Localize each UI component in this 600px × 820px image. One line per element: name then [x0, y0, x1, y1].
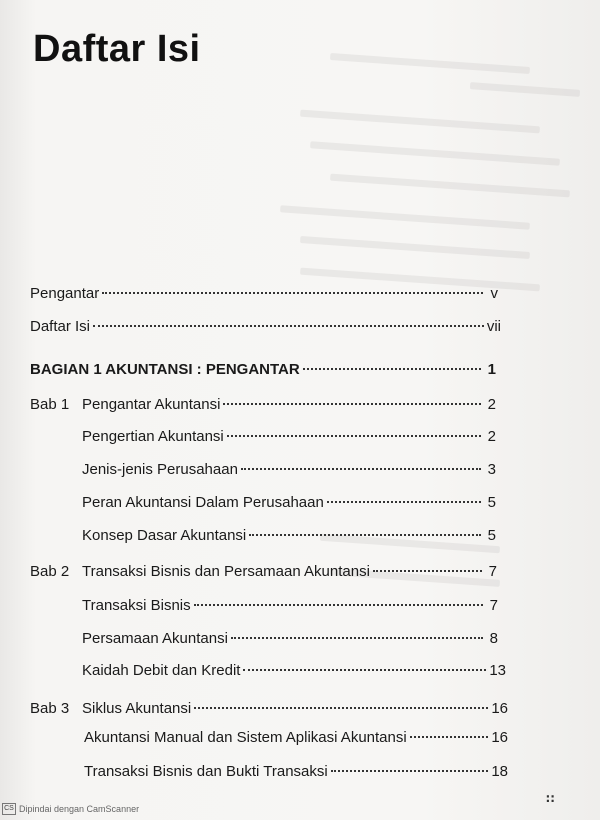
chapter-number: Bab 2 [30, 563, 70, 580]
leader-dots [194, 707, 488, 709]
toc-entry-section[interactable] [84, 763, 508, 780]
toc-label: Peran Akuntansi Dalam Perusahaan [82, 494, 324, 511]
toc-entry-section[interactable] [84, 729, 508, 746]
toc-label: Pengantar Akuntansi [82, 396, 221, 413]
toc-page-number: vii [486, 318, 501, 335]
leader-dots [231, 637, 483, 639]
leader-dots [303, 368, 481, 370]
toc-entry-bab-3[interactable] [30, 700, 508, 717]
toc-entry-section[interactable] [82, 630, 498, 647]
toc-entry-section[interactable] [82, 428, 496, 445]
leader-dots [331, 770, 489, 772]
toc-page-number: 2 [487, 428, 496, 445]
toc-label: Transaksi Bisnis dan Persamaan Akuntansi [82, 563, 370, 580]
toc-entry-section[interactable] [82, 662, 506, 679]
toc-page-number: 13 [489, 662, 506, 679]
camscanner-icon: CS [2, 803, 16, 815]
toc-label: Transaksi Bisnis dan Bukti Transaksi [84, 763, 328, 780]
toc-label: Konsep Dasar Akuntansi [82, 527, 247, 544]
leader-dots [102, 292, 483, 294]
toc-label: Jenis-jenis Perusahaan [82, 461, 238, 478]
toc-label: Kaidah Debit dan Kredit [82, 662, 241, 679]
toc-page-number: 1 [487, 361, 496, 378]
toc-label: Transaksi Bisnis [82, 597, 191, 614]
toc-page-number: 5 [487, 494, 496, 511]
toc-page-number: 16 [491, 700, 508, 717]
leader-dots [410, 736, 489, 738]
leader-dots [243, 669, 486, 671]
toc-label: Pengantar [30, 285, 100, 302]
toc-page-number: 18 [491, 763, 508, 780]
toc-entry-section[interactable] [82, 527, 496, 544]
toc-entry-bab-2[interactable] [30, 563, 497, 580]
leader-dots [249, 534, 481, 536]
toc-page-number: v [490, 285, 498, 302]
toc-page-number: 7 [489, 597, 498, 614]
toc-page-number: 8 [489, 630, 498, 647]
page-corner-mark: ∷ [546, 792, 555, 806]
toc-entry-bagian-1[interactable] [30, 361, 496, 378]
toc-page-number: 5 [487, 527, 496, 544]
toc-label: Persamaan Akuntansi [82, 630, 228, 647]
toc-label: Pengertian Akuntansi [82, 428, 224, 445]
toc-label: Daftar Isi [30, 318, 91, 335]
page-title: Daftar Isi [33, 28, 201, 70]
toc-page-number: 2 [487, 396, 496, 413]
toc-entry-pengantar[interactable] [30, 285, 498, 302]
toc-page-number: 16 [491, 729, 508, 746]
watermark-text: Dipindai dengan CamScanner [19, 804, 140, 814]
toc-label: Akuntansi Manual dan Sistem Aplikasi Akuntansi [84, 729, 407, 746]
leader-dots [93, 325, 484, 327]
toc-entry-bab-1[interactable] [30, 396, 496, 413]
chapter-number: Bab 1 [30, 396, 70, 413]
toc-label: Siklus Akuntansi [82, 700, 192, 717]
toc-part-label: BAGIAN 1 AKUNTANSI : PENGANTAR [30, 361, 300, 378]
toc-entry-section[interactable] [82, 461, 496, 478]
leader-dots [327, 501, 481, 503]
scanner-watermark [2, 803, 139, 815]
leader-dots [194, 604, 483, 606]
toc-entry-section[interactable] [82, 597, 498, 614]
leader-dots [241, 468, 481, 470]
leader-dots [227, 435, 481, 437]
chapter-number: Bab 3 [30, 700, 70, 717]
toc-entry-section[interactable] [82, 494, 496, 511]
toc-page-number: 7 [488, 563, 497, 580]
toc-page-number: 3 [487, 461, 496, 478]
leader-dots [223, 403, 481, 405]
toc-entry-daftar-isi[interactable] [30, 318, 501, 335]
leader-dots [373, 570, 482, 572]
